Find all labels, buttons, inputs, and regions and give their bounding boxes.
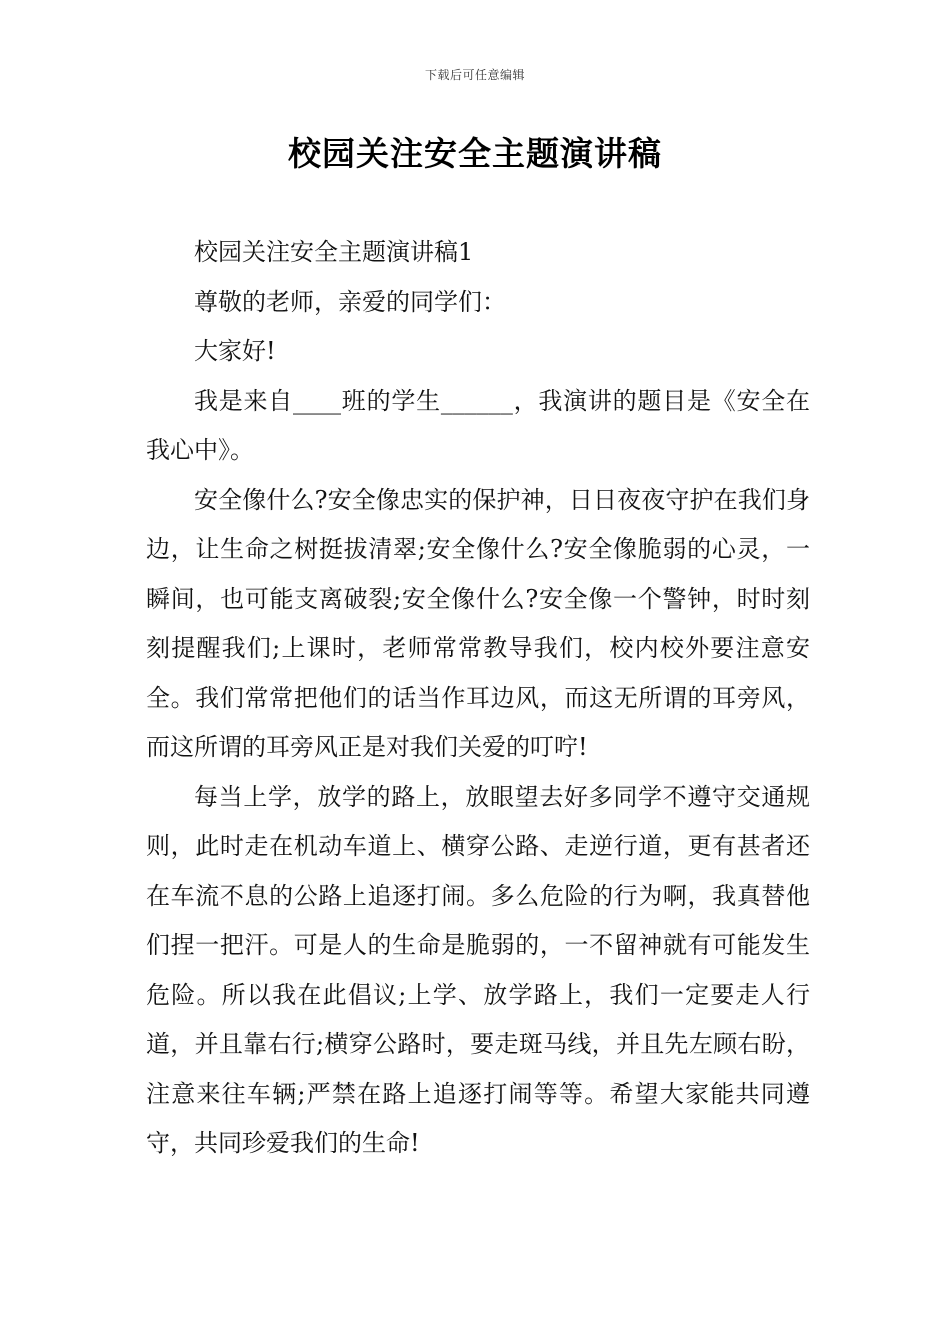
section-heading: 校园关注安全主题演讲稿1 <box>194 238 474 266</box>
body-paragraph: 每当上学，放学的路上，放眼望去好多同学不遵守交通规则，此时走在机动车道上、横穿公路、走逆行道，更有甚者还在车流不息的公路上追逐打闹。多么危险的行为啊，我真替他们捏一把汗。可是人的生命是脆弱的，一不留神就有可能发生危险。所以我在此倡议;上学、放学路上，我们一定要走人行道，并且靠右行;横穿公路时，要走斑马线，并且先左顾右盼，注意来往车辆;严禁在路上追逐打闹等等。希望大家能共同遵守，共同珍爱我们的生命! <box>146 782 810 1157</box>
document-title: 校园关注安全主题演讲稿 <box>288 134 662 173</box>
greeting: 大家好! <box>194 337 276 365</box>
salutation: 尊敬的老师，亲爱的同学们： <box>194 287 506 316</box>
header-note: 下载后可任意编辑 <box>424 68 525 82</box>
document-body <box>146 228 810 1169</box>
intro-paragraph: 我是来自____班的学生______，我演讲的题目是《安全在我心中》。 <box>146 386 810 464</box>
body-paragraph: 安全像什么?安全像忠实的保护神，日日夜夜守护在我们身边，让生命之树挺拔清翠;安全像什么?安全像脆弱的心灵，一瞬间，也可能支离破裂;安全像什么?安全像一个警钟，时时刻刻提醒我们;上课时，老师常常教导我们，校内校外要注意安全。我们常常把他们的话当作耳边风，而这无所谓的耳旁风，而这所谓的耳旁风正是对我们关爱的叮咛! <box>146 485 810 761</box>
